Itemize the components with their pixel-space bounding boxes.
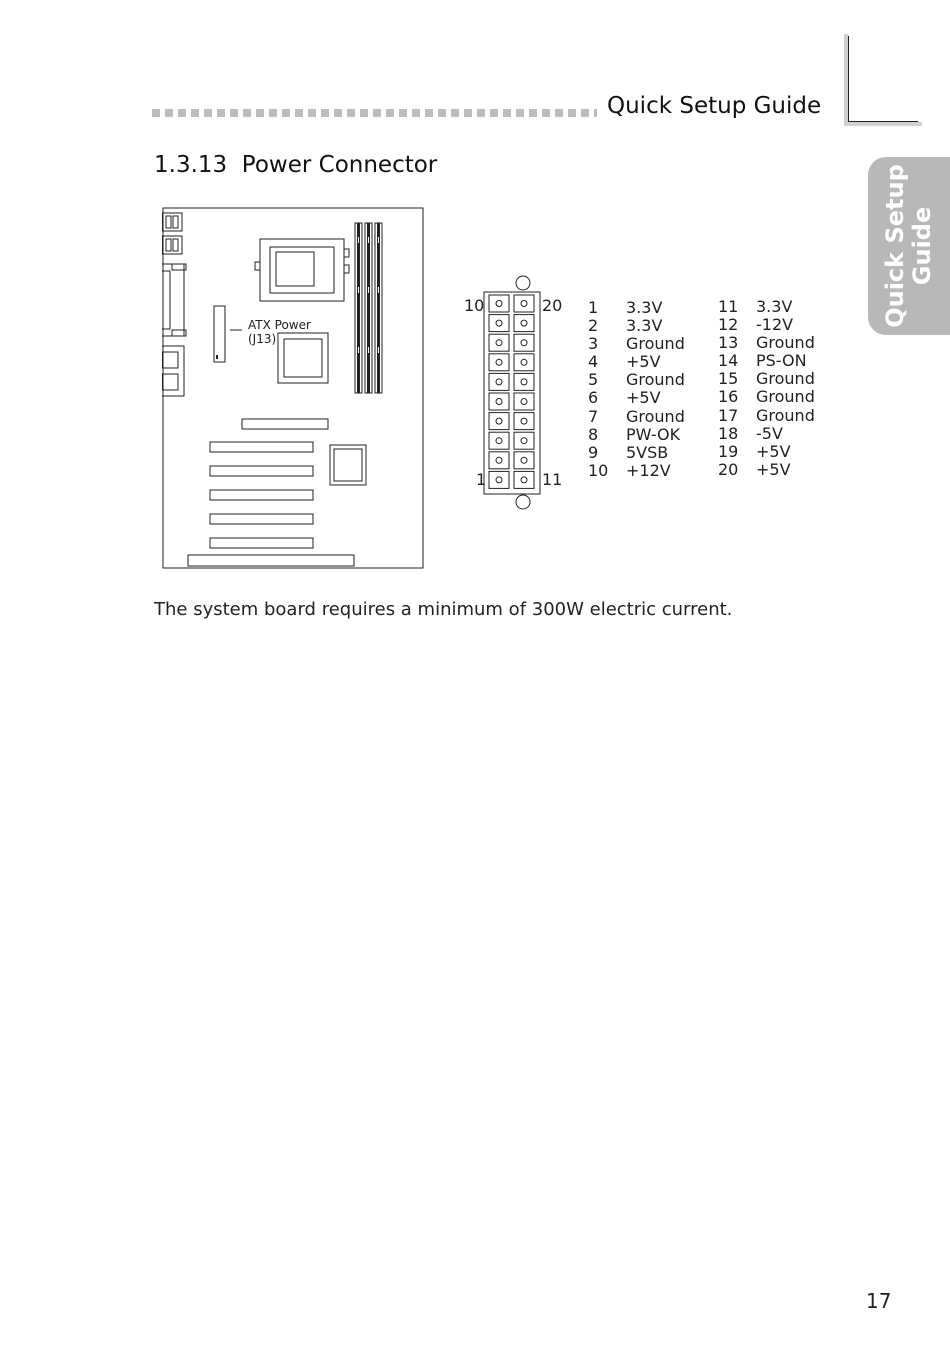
pin-cell: [489, 315, 509, 332]
side-tab-label: [882, 164, 936, 328]
motherboard-diagram: [162, 207, 426, 571]
pci-slot-1: [210, 442, 313, 452]
pin-signal: -5V: [756, 423, 783, 443]
pin-signal: Ground: [756, 369, 815, 389]
pin-number: 10: [588, 460, 609, 480]
pin-signal: +5V: [756, 441, 791, 461]
pin-hole: [496, 477, 502, 483]
side-tab-line1: Quick Setup: [881, 164, 909, 328]
pin-hole: [496, 438, 502, 444]
pin-hole: [496, 418, 502, 424]
section-name: Power Connector: [241, 152, 438, 178]
pin-label-bottom-left: 1: [476, 470, 487, 489]
pin-signal: Ground: [626, 334, 685, 354]
corner-mark-shadow-horizontal: [844, 122, 922, 126]
pin-hole: [496, 379, 502, 385]
pin-number: 4: [588, 352, 599, 372]
pin-cell: [514, 432, 534, 449]
pin-signal: 3.3V: [626, 316, 663, 336]
pci-slot-3: [210, 490, 313, 500]
pin-number: 7: [588, 406, 599, 426]
pinout-table-right: [718, 298, 815, 479]
pinout-row: [588, 444, 685, 462]
pinout-row: [588, 371, 685, 389]
port-parallel: [162, 264, 184, 336]
pin-signal: PW-OK: [626, 424, 681, 444]
northbridge-chip: [278, 333, 328, 383]
pin-signal: Ground: [626, 406, 685, 426]
pin-hole: [521, 359, 527, 365]
pin-number: 5: [588, 370, 599, 390]
pin-hole: [521, 438, 527, 444]
pin-hole: [521, 399, 527, 405]
section-title: [154, 152, 437, 178]
pinout-row: [588, 389, 685, 407]
page-number: 17: [866, 1289, 892, 1313]
pin-hole: [496, 457, 502, 463]
pinout-row: [718, 407, 815, 425]
pin-number: 3: [588, 334, 599, 354]
pinout-row: [588, 335, 685, 353]
pin-hole: [521, 301, 527, 307]
pin-number: 1: [588, 298, 599, 317]
pin-cell: [514, 295, 534, 312]
header-dotted-rule: [152, 109, 597, 119]
pin-number: 20: [718, 459, 739, 479]
header-title: Quick Setup Guide: [607, 93, 822, 119]
pin-number: 12: [718, 315, 739, 335]
pinout-row: [718, 298, 815, 316]
pinout-row: [588, 299, 685, 317]
isa-slot: [188, 555, 354, 566]
pin-signal: 5VSB: [626, 442, 669, 462]
pinout-row: [718, 370, 815, 388]
pin-number: 15: [718, 369, 739, 389]
pin-hole: [521, 457, 527, 463]
pin-cell: [489, 334, 509, 351]
pin-cell: [489, 471, 509, 488]
pin-grid: [489, 295, 534, 488]
pinout-row: [718, 425, 815, 443]
pinout-row: [588, 462, 685, 480]
pin-number: 6: [588, 388, 599, 408]
cpu-socket: [260, 239, 344, 301]
pin-hole: [496, 340, 502, 346]
pin-signal: -12V: [756, 315, 794, 335]
pin-number: 18: [718, 423, 739, 443]
pin-number: 14: [718, 351, 739, 371]
pin-cell: [489, 295, 509, 312]
power-connector-diagram: [462, 270, 582, 520]
corner-mark-vertical: [848, 36, 849, 122]
pinout-row: [718, 352, 815, 370]
pin-cell: [489, 373, 509, 390]
pin-number: 9: [588, 442, 599, 462]
pin-cell: [489, 432, 509, 449]
pin-number: 8: [588, 424, 599, 444]
port-serial: [162, 346, 184, 396]
pin-cell: [514, 315, 534, 332]
pin-label-top-left: 10: [464, 296, 485, 315]
pin-hole: [496, 359, 502, 365]
pin-label-top-right: 20: [542, 296, 563, 315]
pinout-row: [588, 408, 685, 426]
pinout-row: [718, 388, 815, 406]
pin-cell: [514, 393, 534, 410]
pin-hole: [521, 477, 527, 483]
pin-signal: Ground: [756, 333, 815, 353]
pin-cell: [489, 354, 509, 371]
pin-number: 2: [588, 316, 599, 336]
pci-slot-4: [210, 514, 313, 524]
agp-slot: [242, 419, 328, 429]
pin-cell: [489, 393, 509, 410]
pinout-row: [718, 316, 815, 334]
pci-slot-5: [210, 538, 313, 548]
latch-top: [516, 276, 530, 290]
atx-power-label-line2: (J13): [248, 332, 277, 346]
pin-signal: 3.3V: [756, 297, 793, 316]
pin-signal: +12V: [626, 460, 671, 480]
pin-cell: [514, 334, 534, 351]
pin-signal: +5V: [626, 352, 661, 372]
section-number: 1.3.13: [154, 152, 228, 178]
latch-bottom: [516, 495, 530, 509]
pin-signal: +5V: [756, 459, 791, 479]
atx-power-connector: [214, 306, 225, 362]
pin-number: 16: [718, 387, 739, 407]
pin-signal: 3.3V: [626, 298, 663, 317]
port-usb-top: [162, 213, 182, 231]
pin-hole: [496, 301, 502, 307]
pin-signal: PS-ON: [756, 351, 807, 371]
pin-hole: [496, 399, 502, 405]
pin-number: 19: [718, 441, 739, 461]
pin-hole: [521, 340, 527, 346]
pin-signal: Ground: [756, 405, 815, 425]
side-tab-line2: Guide: [908, 206, 936, 286]
pin-hole: [521, 418, 527, 424]
pinout-row: [588, 426, 685, 444]
pin-cell: [514, 452, 534, 469]
power-requirement-note: The system board requires a minimum of 300W electric current.: [154, 599, 733, 620]
pin-signal: Ground: [756, 387, 815, 407]
pinout-table-left: [588, 299, 685, 480]
pin-signal: Ground: [626, 370, 685, 390]
pin-number: 13: [718, 333, 739, 353]
pin-label-bottom-right: 11: [542, 470, 563, 489]
pinout-row: [718, 461, 815, 479]
pinout-row: [588, 353, 685, 371]
pin-number: 17: [718, 405, 739, 425]
pinout-row: [588, 317, 685, 335]
pin-hole: [496, 320, 502, 326]
pinout-row: [718, 334, 815, 352]
pin-signal: +5V: [626, 388, 661, 408]
pin-cell: [489, 452, 509, 469]
atx-power-label-line1: ATX Power: [248, 318, 311, 332]
pin-cell: [514, 354, 534, 371]
pin-cell: [489, 413, 509, 430]
pin-cell: [514, 471, 534, 488]
pin-number: 11: [718, 297, 739, 316]
southbridge-chip: [330, 445, 366, 485]
pci-slot-2: [210, 466, 313, 476]
pin-hole: [521, 379, 527, 385]
port-usb-bottom: [162, 236, 182, 254]
pin-cell: [514, 413, 534, 430]
pin-hole: [521, 320, 527, 326]
pinout-row: [718, 443, 815, 461]
pin-cell: [514, 373, 534, 390]
